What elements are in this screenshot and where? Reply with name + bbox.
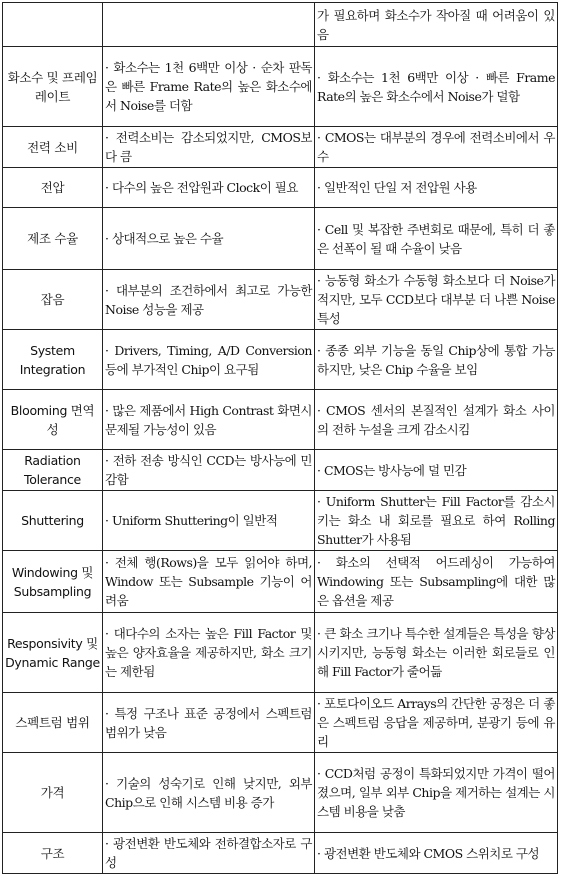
row-label: Responsivity 및 Dynamic Range	[3, 613, 103, 693]
ccd-cell: · 다수의 높은 전압원과 Clock이 필요	[103, 168, 315, 208]
ccd-cell: · 대부분의 조건하에서 최고로 가능한 Noise 성능을 제공	[103, 270, 315, 330]
ccd-cell: · 전하 전송 방식인 CCD는 방사능에 민감함	[103, 450, 315, 491]
row-label: 스펙트럼 범위	[3, 693, 103, 753]
cmos-cell: · CCD처럼 공정이 특화되었지만 가격이 떨어 졌으며, 일부 외부 Chip을 제거하는 설계는 시스템 비용을 낮춤	[315, 753, 558, 833]
cmos-cell: · CMOS 센서의 본질적인 설계가 화소 사이 의 전하 누설을 크게 감소시킴	[315, 390, 558, 450]
table-row	[3, 833, 558, 874]
table-row	[3, 168, 558, 208]
table-row	[3, 208, 558, 270]
cmos-cell: 가 필요하며 화소수가 작아질 때 어려움이 있음	[315, 3, 558, 47]
cmos-cell: · 포토다이오드 Arrays의 간단한 공정은 더 좋은 스펙트럼 응답을 제공하며, 분광기 등에 유리	[315, 693, 558, 753]
ccd-cell: · 특정 구조나 표준 공정에서 스펙트럼 범위가 낮음	[103, 693, 315, 753]
table-row	[3, 491, 558, 551]
row-label: 제조 수율	[3, 208, 103, 270]
cmos-cell: · 일반적인 단일 저 전압원 사용	[315, 168, 558, 208]
row-label: Blooming 면역성	[3, 390, 103, 450]
ccd-cell: · 전체 행(Rows)을 모두 읽어야 하며, Window 또는 Subsample 기능이 어려움	[103, 551, 315, 613]
cmos-cell: · 화소의 선택적 어드레싱이 가능하여 Windowing 또는 Subsampling에 대한 많은 옵션을 제공	[315, 551, 558, 613]
cmos-cell: · Cell 및 복잡한 주변회로 때문에, 특히 더 좋은 선폭이 될 때 수율이 낮음	[315, 208, 558, 270]
cmos-cell: · 종종 외부 기능을 동일 Chip상에 통합 가능하지만, 낮은 Chip 수율을 보임	[315, 330, 558, 390]
ccd-cell	[103, 3, 315, 47]
table-row	[3, 613, 558, 693]
row-label: 화소수 및 프레임 레이트	[3, 47, 103, 127]
table-row	[3, 693, 558, 753]
comparison-table	[2, 2, 558, 874]
table-row	[3, 330, 558, 390]
cmos-cell: · CMOS는 방사능에 덜 민감	[315, 450, 558, 491]
table-row	[3, 390, 558, 450]
row-label: System Integration	[3, 330, 103, 390]
table-row	[3, 551, 558, 613]
row-label: 구조	[3, 833, 103, 874]
table-row	[3, 3, 558, 47]
cmos-cell: · CMOS는 대부분의 경우에 전력소비에서 우수	[315, 127, 558, 168]
row-label: 전압	[3, 168, 103, 208]
cmos-cell: · Uniform Shutter는 Fill Factor를 감소시키는 화소 내 회로를 필요로 하여 Rolling Shutter가 사용됨	[315, 491, 558, 551]
ccd-cell: · 대다수의 소자는 높은 Fill Factor 및 높은 양자효율을 제공하지만, 화소 크기는 제한됨	[103, 613, 315, 693]
row-label: Shuttering	[3, 491, 103, 551]
cmos-cell: · 광전변환 반도체와 CMOS 스위치로 구성	[315, 833, 558, 874]
ccd-cell: · 광전변환 반도체와 전하결합소자로 구성	[103, 833, 315, 874]
ccd-cell: · 화소수는 1천 6백만 이상 · 순차 판독은 빠른 Frame Rate의 높은 화소수에서 Noise를 더함	[103, 47, 315, 127]
ccd-cell: · 많은 제품에서 High Contrast 화면시 문제될 가능성이 있음	[103, 390, 315, 450]
table-row	[3, 753, 558, 833]
ccd-cell: · Drivers, Timing, A/D Conversion 등에 부가적인 Chip이 요구됨	[103, 330, 315, 390]
cmos-cell: · 큰 화소 크기나 특수한 설계들은 특성을 향상시키지만, 능동형 화소는 이러한 회로들로 인해 Fill Factor가 줄어듦	[315, 613, 558, 693]
cmos-cell: · 화소수는 1천 6백만 이상 · 빠른 Frame Rate의 높은 화소수에서 Noise가 덜함	[315, 47, 558, 127]
row-label	[3, 3, 103, 47]
table-row	[3, 270, 558, 330]
table-row	[3, 47, 558, 127]
ccd-cell: · 전력소비는 감소되었지만, CMOS보다 큼	[103, 127, 315, 168]
ccd-cell: · Uniform Shuttering이 일반적	[103, 491, 315, 551]
cmos-cell: · 능동형 화소가 수동형 화소보다 더 Noise가 적지만, 모두 CCD보다 대부분 더 나쁜 Noise 특성	[315, 270, 558, 330]
table-row	[3, 127, 558, 168]
row-label: Radiation Tolerance	[3, 450, 103, 491]
row-label: 가격	[3, 753, 103, 833]
ccd-cell: · 기술의 성숙기로 인해 낮지만, 외부 Chip으로 인해 시스템 비용 증가	[103, 753, 315, 833]
row-label: 전력 소비	[3, 127, 103, 168]
ccd-cell: · 상대적으로 높은 수율	[103, 208, 315, 270]
row-label: Windowing 및 Subsampling	[3, 551, 103, 613]
table-row	[3, 450, 558, 491]
row-label: 잡음	[3, 270, 103, 330]
